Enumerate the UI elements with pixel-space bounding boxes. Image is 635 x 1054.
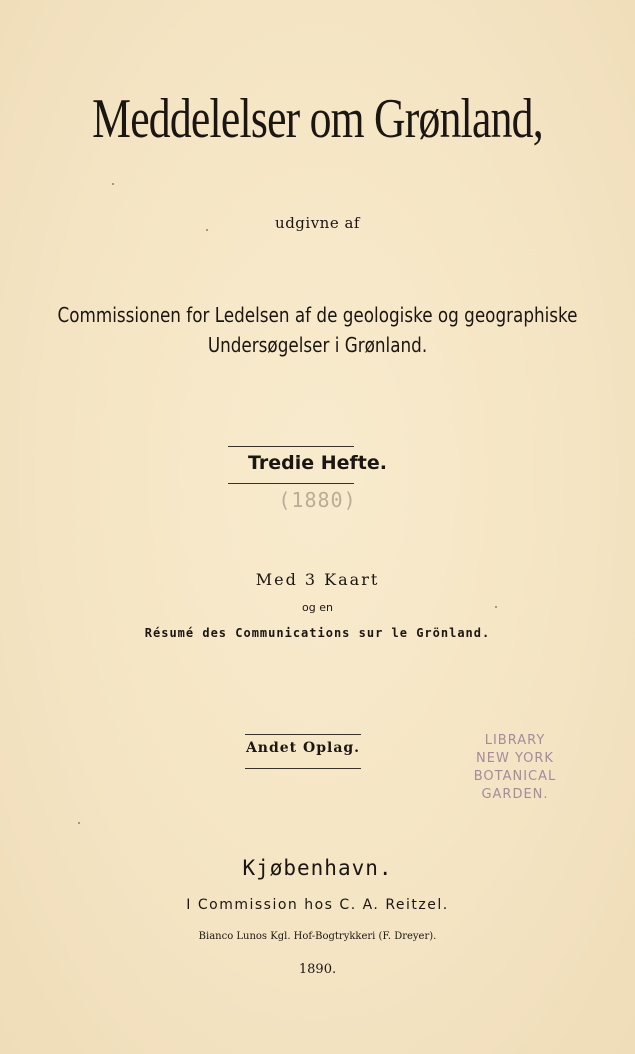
imprint-year: 1890. xyxy=(298,962,337,977)
volume-rule-top xyxy=(228,446,354,447)
stamp-line: NEW YORK xyxy=(476,751,554,766)
commission-block xyxy=(51,300,584,360)
edition-rule-top xyxy=(245,734,361,735)
library-stamp xyxy=(455,732,575,804)
imprint-publisher: I Commission hos C. A. Reitzel. xyxy=(186,897,449,913)
stamp-line: LIBRARY xyxy=(484,733,546,748)
resume-note: Résumé des Communications sur le Grönland. xyxy=(144,626,491,640)
paper-speck xyxy=(78,822,80,824)
volume-label: Tredie Hefte. xyxy=(248,452,387,474)
stamp-line: BOTANICAL xyxy=(473,769,557,784)
paper-speck xyxy=(495,606,497,608)
maps-note: Med 3 Kaart xyxy=(255,570,380,589)
series-title: Meddelelser om Grønland, xyxy=(92,88,543,150)
edition-rule-bottom xyxy=(245,768,361,769)
handwritten-year: (1880) xyxy=(278,488,357,512)
commission-line-2: Undersøgelser i Grønland. xyxy=(207,333,428,357)
paper-speck xyxy=(112,183,114,185)
paper-speck xyxy=(206,229,208,231)
volume-rule-bottom xyxy=(228,483,354,484)
stamp-line: GARDEN. xyxy=(481,787,549,802)
and-note: og en xyxy=(302,601,333,614)
imprint-printer: Bianco Lunos Kgl. Hof-Bogtrykkeri (F. Dreyer). xyxy=(198,931,437,942)
imprint-city: Kjøbenhavn. xyxy=(242,856,393,880)
commission-line-1: Commissionen for Ledelsen af de geologiske og geographiske xyxy=(57,303,578,327)
edition-label: Andet Oplag. xyxy=(245,740,361,756)
subtitle: udgivne af xyxy=(275,214,360,232)
